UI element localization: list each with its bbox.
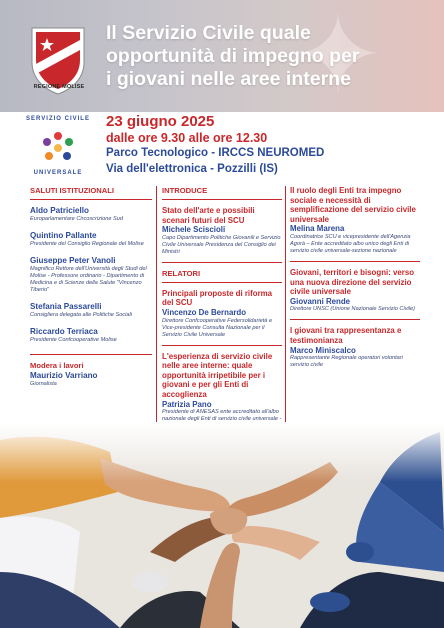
- scu-star-icon: [40, 130, 76, 166]
- speaker-name: Stefania Passarelli: [30, 302, 102, 311]
- speaker-role: Consigliera delegata alle Politiche Sociali: [30, 312, 132, 318]
- talk-speaker: Melina Marena: [290, 224, 345, 234]
- column-greetings: [30, 186, 152, 396]
- talk-speaker: Vincenzo De Bernardo: [162, 307, 247, 317]
- event-venue: Parco Tecnologico - IRCCS NEUROMED: [106, 147, 325, 159]
- talk-speaker-role: Capo Dipartimento Politiche Giovanili e Servizio Civile Universale Presidenza del Consiglio dei Ministri: [162, 234, 281, 255]
- talk-speaker: Patrizia Pano: [162, 399, 212, 409]
- moderator-heading: Modera i lavori: [30, 361, 84, 370]
- talk-speaker-role: Direttore UNSC (Unione Nazionale Servizio Civile): [290, 306, 415, 313]
- divider: [290, 261, 420, 262]
- column-divider: [156, 186, 157, 436]
- talk-speaker: Michele Sciscioli: [162, 225, 226, 235]
- talk-topic: L'esperienza di servizio civile nelle aree interne: quale opportunità irripetibile per i giovani e per gli Enti di accoglienza: [162, 351, 273, 399]
- talk-speaker-role: Presidente di ANESAS ente accreditato all'albo nazionale degli Enti di servizio civile universale -: [162, 409, 282, 423]
- column-divider: [285, 186, 286, 426]
- speaker-name: Giuseppe Peter Vanoli: [30, 256, 116, 265]
- title-line-1: Il Servizio Civile quale: [106, 22, 311, 44]
- speaker-name: Aldo Patriciello: [30, 206, 89, 215]
- divider: [30, 199, 152, 200]
- talk-topic: Principali proposte di riforma del SCU: [162, 288, 273, 308]
- talk-speaker: Giovanni Rende: [290, 296, 351, 306]
- divider: [162, 282, 282, 283]
- divider: [162, 262, 282, 263]
- header-band: [0, 0, 444, 117]
- column-more-speakers: [290, 186, 420, 377]
- logo-bottom-text: UNIVERSALE: [33, 170, 83, 176]
- hands-together-photo: [0, 422, 444, 628]
- talk-speaker-role: Direttore Confcooperative Federsolidarietà e Vice-presidente Consulta Nazionale per il Servizio Civile Universale: [162, 317, 273, 338]
- event-time: dalle ore 9.30 alle ore 12.30: [106, 131, 268, 145]
- speaker-role: Magnifico Rettore dell'Università degli Studi del Molise - Professore ordinario - Dipartimento di Medicina e di Scienze della Salute "Vincenzo Tiberio": [30, 266, 147, 293]
- speaker-role: Presidente Confcooperative Molise: [30, 337, 117, 343]
- speaker-role: Europarlamentare Circoscrizione Sud: [30, 216, 123, 222]
- section-heading-intro: INTRODUCE: [162, 186, 208, 195]
- page-title: [106, 22, 436, 91]
- talk-speaker: Marco Miniscalco: [290, 345, 356, 355]
- speaker-role: Presidente del Consiglio Regionale del Molise: [30, 241, 144, 247]
- divider: [30, 354, 152, 355]
- moderator-name: Maurizio Varriano: [30, 371, 98, 380]
- title-line-2: opportunità di impegno per: [106, 45, 360, 67]
- divider: [162, 199, 282, 200]
- talk-speaker-role: Coordinatrice SCU e vicepresidente dell'Agenzia Agorà – Ente accreditato albo unico degli Enti di servizio civile universale-sezione nazionale: [290, 233, 411, 254]
- star-watermark-icon: ✦: [291, 0, 385, 117]
- divider: [162, 345, 282, 346]
- photo-top-fade: [0, 422, 444, 482]
- section-heading-speakers: RELATORI: [162, 268, 201, 278]
- talk-speaker-role: Rappresentante Regionale operatori volontari servizio civile: [290, 355, 403, 369]
- section-heading-greetings: SALUTI ISTITUZIONALI: [30, 186, 114, 195]
- region-label: REGIONE MOLISE: [33, 84, 85, 90]
- column-intro-speakers: [162, 186, 282, 438]
- talk-topic: Il ruolo degli Enti tra impegno sociale e necessità di semplificazione del servizio civile universale: [290, 186, 416, 224]
- logo-top-text: SERVIZIO CIVILE: [26, 116, 90, 122]
- scu-logo: [26, 116, 90, 180]
- speaker-name: Quintino Pallante: [30, 231, 97, 240]
- title-line-3: i giovani nelle aree interne: [106, 68, 351, 90]
- event-address: Via dell'elettronica - Pozzilli (IS): [106, 163, 278, 175]
- divider: [290, 319, 420, 320]
- moderator-role: Giornalista: [30, 381, 57, 387]
- event-date: 23 giugno 2025: [106, 113, 215, 130]
- speaker-name: Riccardo Terriaca: [30, 327, 98, 336]
- talk-topic: Stato dell'arte e possibili scenari futuri del SCU: [162, 206, 255, 225]
- talk-topic: Giovani, territori e bisogni: verso una nuova direzione del servizio civile universale: [290, 267, 415, 297]
- talk-topic: I giovani tra rappresentanza e testimonianza: [290, 326, 402, 345]
